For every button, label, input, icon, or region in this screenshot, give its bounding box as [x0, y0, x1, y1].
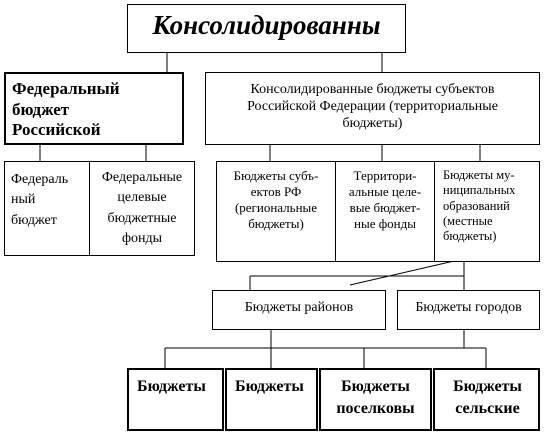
- regional-budgets-box: [216, 161, 336, 262]
- root-title: Консолидированны: [152, 10, 381, 40]
- territorial-funds-box: [335, 161, 435, 262]
- bottom-box-1-label: Бюджеты: [137, 378, 206, 395]
- bottom-box-2-label: Бюджеты: [235, 378, 304, 395]
- bottom-box-3: [319, 368, 432, 431]
- root-box: [127, 4, 406, 53]
- bottom-box-3-label: Бюджеты поселковы: [336, 378, 415, 417]
- federal-budget-sub-box: [4, 161, 90, 256]
- consolidated-subjects-box: [205, 72, 540, 145]
- district-budgets-label: Бюджеты районов: [244, 300, 354, 315]
- bottom-box-1: [127, 368, 224, 431]
- bottom-box-4-label: Бюджеты сельские: [453, 378, 522, 417]
- federal-target-funds-box: [89, 161, 195, 256]
- regional-budgets-label: Бюджеты субъ- ектов РФ (региональные бюджеты): [233, 168, 319, 231]
- consolidated-subjects-label: Консолидированные бюджеты субъектов Российской Федерации (территориальные бюджеты): [247, 82, 498, 132]
- municipal-budgets-box: [434, 161, 540, 262]
- district-budgets-box: [212, 290, 386, 330]
- bottom-box-4: [433, 368, 540, 431]
- federal-budget-box: [4, 72, 184, 145]
- federal-budget-label: Федеральный бюджет Российской: [12, 79, 120, 140]
- federal-target-funds-label: Федеральные целевые бюджетные фонды: [101, 170, 183, 246]
- federal-budget-sub-label: Федераль ный бюджет: [11, 172, 69, 228]
- bottom-box-2: [225, 368, 318, 431]
- municipal-budgets-label: Бюджеты му- ниципальных образований (местные бюджеты): [443, 168, 516, 243]
- city-budgets-box: [397, 290, 540, 330]
- territorial-funds-label: Территори- альные целе-вые бюджет- ные фонды: [348, 168, 422, 231]
- city-budgets-label: Бюджеты городов: [415, 300, 522, 315]
